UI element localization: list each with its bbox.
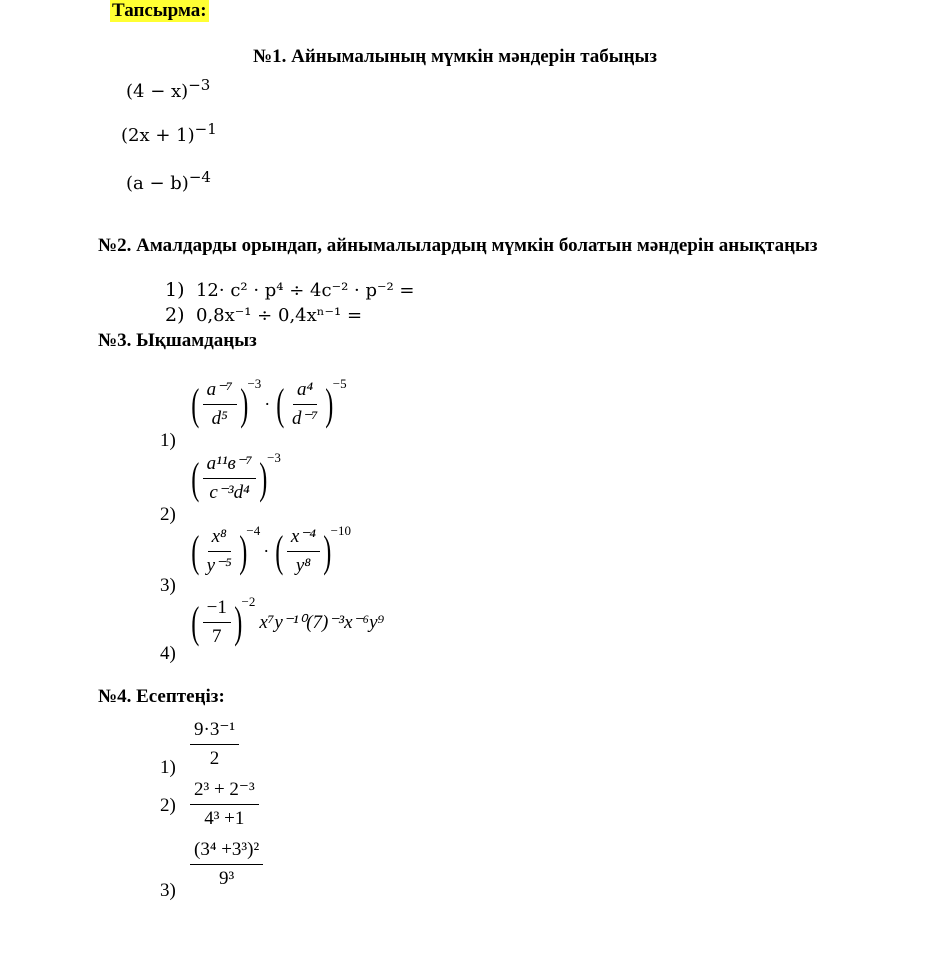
multiply-dot: · (264, 394, 271, 414)
denominator: 9³ (218, 868, 235, 889)
fraction (287, 525, 320, 578)
expr-tail: x⁷y⁻¹⁰(7)⁻³x⁻⁶y⁹ (259, 612, 385, 633)
task2-item-2 (165, 304, 362, 326)
denominator: d⁻⁷ (291, 408, 319, 429)
task4-expr-3 (190, 838, 263, 891)
exponent: −5 (332, 376, 347, 391)
task3-expr-3: ( $\frac{\text{x⁸}}{\text{y⁻⁵}}$ ) −4 · ( $\frac{\text{x⁻⁴}}{\text{y⁸}}$ ) −10 (191, 523, 351, 576)
item-label: 2) (160, 795, 176, 816)
fraction (288, 378, 322, 431)
expr-exp: −1 (194, 120, 217, 138)
fraction (190, 838, 263, 891)
item-expr: 12· c² · p⁴ ÷ 4c⁻² · p⁻² = (195, 280, 415, 301)
task3-expr-4: ( $\frac{-1}{7}$ ) −2 x⁷y⁻¹⁰(7)⁻³x⁻⁶y⁹ (191, 594, 385, 647)
numerator: 2³ + 2⁻³ (190, 778, 259, 805)
item-label: 1) (165, 279, 185, 301)
item-expr: 0,8x⁻¹ ÷ 0,4xⁿ⁻¹ = (195, 305, 363, 326)
item-label: 2) (165, 304, 185, 326)
exponent: −10 (330, 523, 351, 538)
numerator: x⁸ (208, 525, 231, 552)
exponent: −2 (241, 594, 256, 609)
expr-base: (4 − x) (126, 81, 189, 102)
fraction (190, 778, 259, 831)
fraction (203, 596, 231, 649)
task1-expr-3 (126, 168, 211, 194)
task2-item-1 (165, 279, 415, 301)
item-label: 1) (160, 757, 176, 778)
numerator: a⁻⁷ (203, 378, 237, 405)
item-label: 3) (160, 880, 176, 901)
fraction (203, 525, 236, 578)
task3-title: №3. Ықшамдаңыз (98, 330, 257, 351)
denominator: 7 (212, 626, 222, 647)
numerator: a⁴ (293, 378, 317, 405)
task1-expr-2 (121, 120, 217, 146)
fraction (203, 452, 257, 505)
task4-expr-2 (190, 778, 259, 831)
task3-expr-2: ( $\frac{\text{a¹¹в⁻⁷}}{\text{c⁻³d⁴}}$ ) −3 (191, 450, 281, 503)
denominator: y⁻⁵ (206, 555, 232, 576)
item-label: 2) (160, 504, 176, 525)
exponent: −4 (246, 523, 261, 538)
exponent: −3 (267, 450, 281, 465)
expr-exp: −4 (188, 168, 211, 186)
task2-title: №2. Амалдарды орындап, айнымалылардың мүмкін болатын мәндерін анықтаңыз (98, 235, 818, 256)
denominator: 2 (209, 748, 220, 769)
denominator: 4³ +1 (204, 808, 245, 829)
numerator: 9·3⁻¹ (190, 718, 239, 745)
expr-exp: −3 (188, 76, 211, 94)
denominator: d⁵ (211, 408, 228, 429)
denominator: y⁸ (295, 555, 311, 576)
task1-title: №1. Айнымалының мүмкін мәндерін табыңыз (253, 46, 658, 67)
item-label: 4) (160, 643, 176, 664)
expr-base: (2x + 1) (121, 125, 195, 146)
numerator: x⁻⁴ (287, 525, 320, 552)
task4-title: №4. Есептеңіз: (98, 686, 225, 707)
denominator: c⁻³d⁴ (209, 482, 250, 503)
task-heading: Тапсырма: (112, 0, 207, 21)
task3-expr-1: ( $\frac{\text{a⁻⁷}}{\text{d⁵}}$ ) −3 · ( $\frac{\text{a⁴}}{\text{d⁻⁷}}$ ) −5 (191, 376, 347, 429)
numerator: a¹¹в⁻⁷ (203, 452, 257, 479)
multiply-dot: · (263, 541, 270, 561)
task1-expr-1 (126, 76, 210, 102)
numerator: (3⁴ +3³)² (190, 838, 263, 865)
expr-base: (a − b) (126, 173, 189, 194)
fraction (190, 718, 239, 771)
item-label: 3) (160, 575, 176, 596)
numerator: −1 (203, 596, 231, 623)
task4-expr-1 (190, 718, 239, 771)
fraction (203, 378, 237, 431)
exponent: −3 (247, 376, 262, 391)
item-label: 1) (160, 430, 176, 451)
